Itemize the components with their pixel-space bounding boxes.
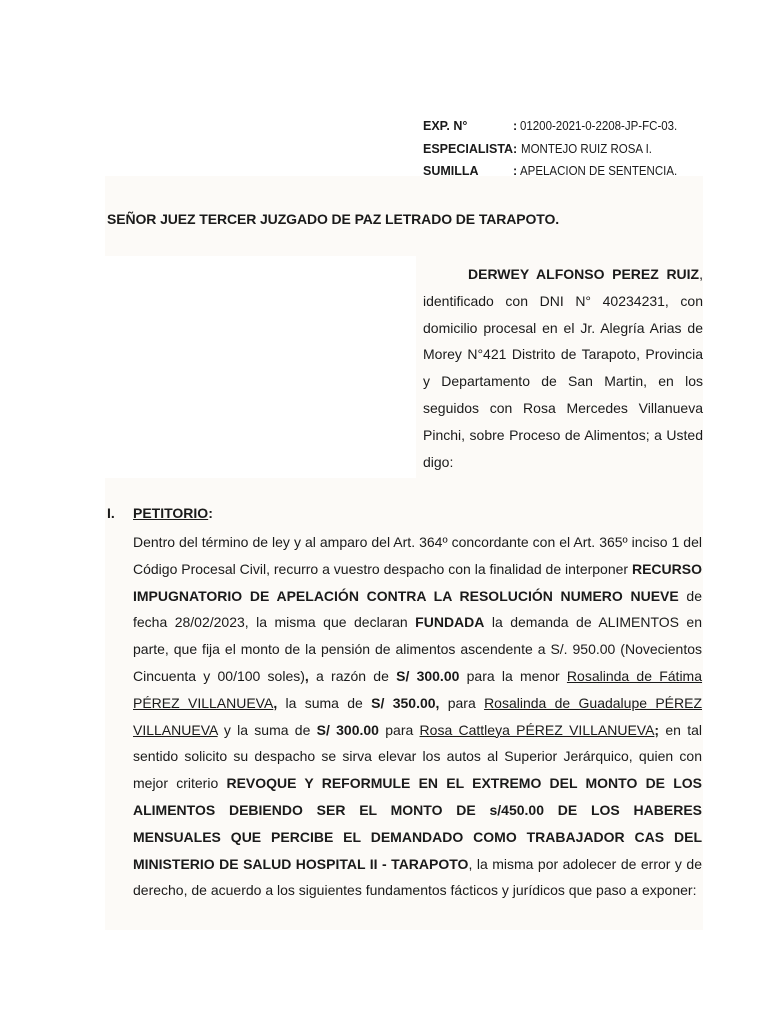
bold-run: S/ 300.00: [316, 721, 379, 738]
bold-run: ;: [654, 721, 660, 738]
addressee-heading: SEÑOR JUEZ TERCER JUZGADO DE PAZ LETRADO DE TARAPOTO.: [107, 211, 560, 227]
case-header: [423, 115, 691, 183]
bold-run: ,: [304, 667, 309, 684]
section-title: PETITORIO: [133, 505, 209, 521]
expediente-value: 01200-2021-0-2208-JP-FC-03.: [520, 119, 678, 133]
expediente-row: [423, 115, 691, 138]
text-run: en tal sentido solicito su despacho se sirva elevar los autos al Superior Jerárquico, quien con mejor criterio: [133, 721, 703, 792]
text-run: , la misma por adolecer de error y de derecho, de acuerdo a los siguientes fundamentos fácticos y jurídicos que paso a exponer:: [133, 855, 702, 899]
expediente-sep: :: [513, 119, 518, 133]
text-run: para: [439, 694, 485, 711]
underlined-name: Rosalinda de Guadalupe PÉREZ VILLANUEVA: [133, 694, 703, 738]
appellant-name: DERWEY ALFONSO PEREZ RUIZ: [468, 266, 700, 282]
underlined-name: Rosa Cattleya PÉREZ VILLANUEVA: [419, 721, 655, 738]
sumilla-row: [423, 160, 691, 183]
intro-text: , identificado con DNI N° 40234231, con domicilio procesal en el Jr. Alegría Arias de Morey N°421 Distrito de Tarapoto, Provincia y Departamento de San Martin, en los seguidos con Rosa Mercedes Villanueva Pinchi, sobre Proceso de Alimentos; a Usted digo:: [423, 266, 703, 470]
text-run: a razón de: [308, 667, 397, 684]
text-run: la suma de: [277, 694, 372, 711]
text-run: para: [378, 721, 420, 738]
sumilla-label: SUMILLA: [423, 164, 479, 178]
text-run: de fecha 28/02/2023, la misma que declaran: [133, 587, 702, 631]
petitorio-paragraph: [133, 529, 702, 904]
especialista-value: MONTEJO RUIZ ROSA I.: [521, 141, 653, 156]
bold-run: S/ 350.00,: [371, 694, 440, 711]
underlined-name: Rosalinda de Fátima PÉREZ VILLANUEVA: [133, 667, 703, 711]
bold-run: FUNDADA: [415, 614, 485, 631]
bold-run: REVOQUE Y REFORMULE EN EL EXTREMO DEL MONTO DE LOS ALIMENTOS DEBIENDO SER EL MONTO DE s/450.00 DE LOS HABERES MENSUALES QUE PERCIBE EL DEMANDADO COMO TRABAJADOR CAS DEL MINISTERIO DE SALUD HOSPITAL II - TARAPOTO: [133, 775, 703, 872]
section-colon: :: [208, 505, 213, 521]
text-run: para la menor: [459, 667, 567, 684]
sumilla-sep: :: [513, 164, 518, 178]
expediente-label: EXP. N°: [423, 119, 468, 133]
section-number: I.: [107, 505, 115, 521]
bold-run: S/ 300.00: [396, 667, 460, 684]
especialista-label: ESPECIALISTA:: [423, 141, 518, 156]
sumilla-value: APELACION DE SENTENCIA.: [520, 164, 678, 178]
bold-run: ,: [273, 694, 278, 711]
section-heading: [107, 505, 213, 521]
text-run: y la suma de: [217, 721, 317, 738]
especialista-row: [423, 138, 691, 161]
text-run: la demanda de ALIMENTOS en parte, que fija el monto de la pensión de alimentos ascendente a S/. 950.00 (Novecientos Cincuenta y 00/100 soles): [133, 614, 702, 684]
text-run: Dentro del término de ley y al amparo del Art. 364º concordante con el Art. 365º inciso 1 del Código Procesal Civil, recurro a vuestro despacho con la finalidad de interponer: [133, 534, 702, 577]
bold-run: RECURSO IMPUGNATORIO DE APELACIÓN CONTRA LA RESOLUCIÓN NUMERO NUEVE: [133, 560, 702, 604]
intro-paragraph: [423, 261, 703, 475]
